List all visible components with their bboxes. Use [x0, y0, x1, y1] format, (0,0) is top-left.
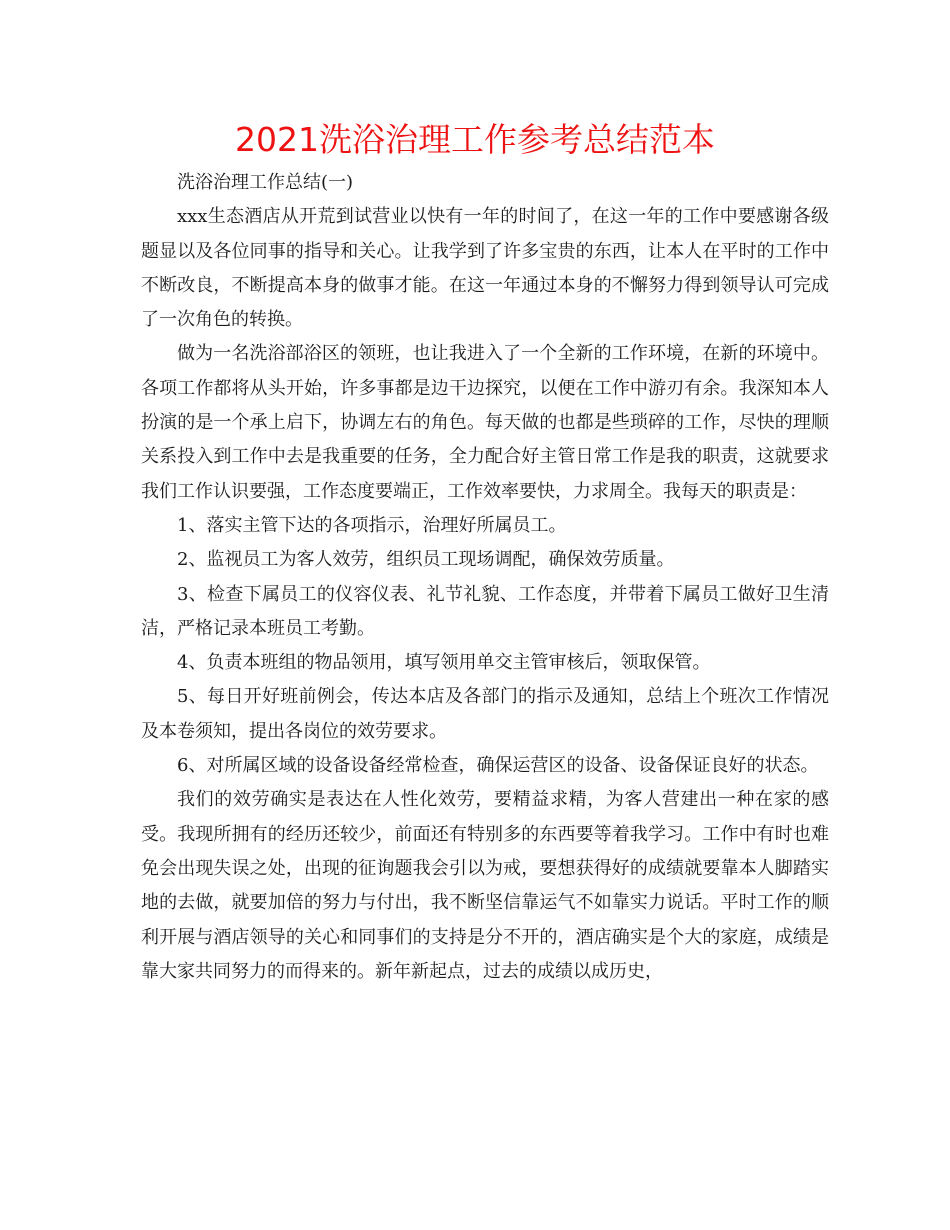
- duty-item-1: 1、落实主管下达的各项指示，治理好所属员工。: [177, 514, 567, 536]
- section-heading: 洗浴治理工作总结(一): [177, 172, 354, 193]
- duty-item-6: 6、对所属区域的设备设备经常检查，确保运营区的设备、设备保证良好的状态。: [177, 755, 819, 777]
- paragraph-role: 做为一名洗浴部浴区的领班，也让我进入了一个全新的工作环境，在新的环境中。各项工作都将从头开始，许多事都是边干边探究，以便在工作中游刃有余。我深知本人扮演的是一个承上启下，协调左右的角色。每天做的也都是些琐碎的工作，尽快的理顺关系投入到工作中去是我重要的任务，全力配合好主管日常工作是我的职责，这就要求我们工作认识要强，工作态度要端正，工作效率要快，力求周全。我每天的职责是：: [141, 343, 829, 502]
- duty-item-3: 3、检查下属员工的仪容仪表、礼节礼貌、工作态度，并带着下属员工做好卫生清洁，严格记录本班员工考勤。: [141, 583, 829, 639]
- paragraph-intro: xxx生态酒店从开荒到试营业以快有一年的时间了，在这一年的工作中要感谢各级题显以及各位同事的指导和关心。让我学到了许多宝贵的东西，让本人在平时的工作中不断改良，不断提高本身的做事才能。在这一年通过本身的不懈努力得到领导认可完成了一次角色的转换。: [141, 206, 829, 331]
- paragraph-reflection: 我们的效劳确实是表达在人性化效劳，要精益求精，为客人营建出一种在家的感受。我现所拥有的经历还较少，前面还有特别多的东西要等着我学习。工作中有时也难免会出现失误之处，出现的征询题我会引以为戒，要想获得好的成绩就要靠本人脚踏实地的去做，就要加倍的努力与付出，我不断坚信靠运气不如靠实力说话。平时工作的顺利开展与酒店领导的关心和同事们的支持是分不开的，酒店确实是个大的家庭，成绩是靠大家共同努力的而得来的。新年新起点，过去的成绩以成历史，: [141, 789, 829, 982]
- duty-item-2: 2、监视员工为客人效劳，组织员工现场调配，确保效劳质量。: [177, 549, 675, 571]
- document-body: [141, 166, 829, 989]
- duty-item-4: 4、负责本班组的物品领用，填写领用单交主管审核后，领取保管。: [177, 652, 711, 674]
- document-title: 2021洗浴治理工作参考总结范本: [235, 120, 715, 159]
- duty-item-5: 5、每日开好班前例会，传达本店及各部门的指示及通知，总结上个班次工作情况及本卷须知，提出各岗位的效劳要求。: [141, 686, 829, 742]
